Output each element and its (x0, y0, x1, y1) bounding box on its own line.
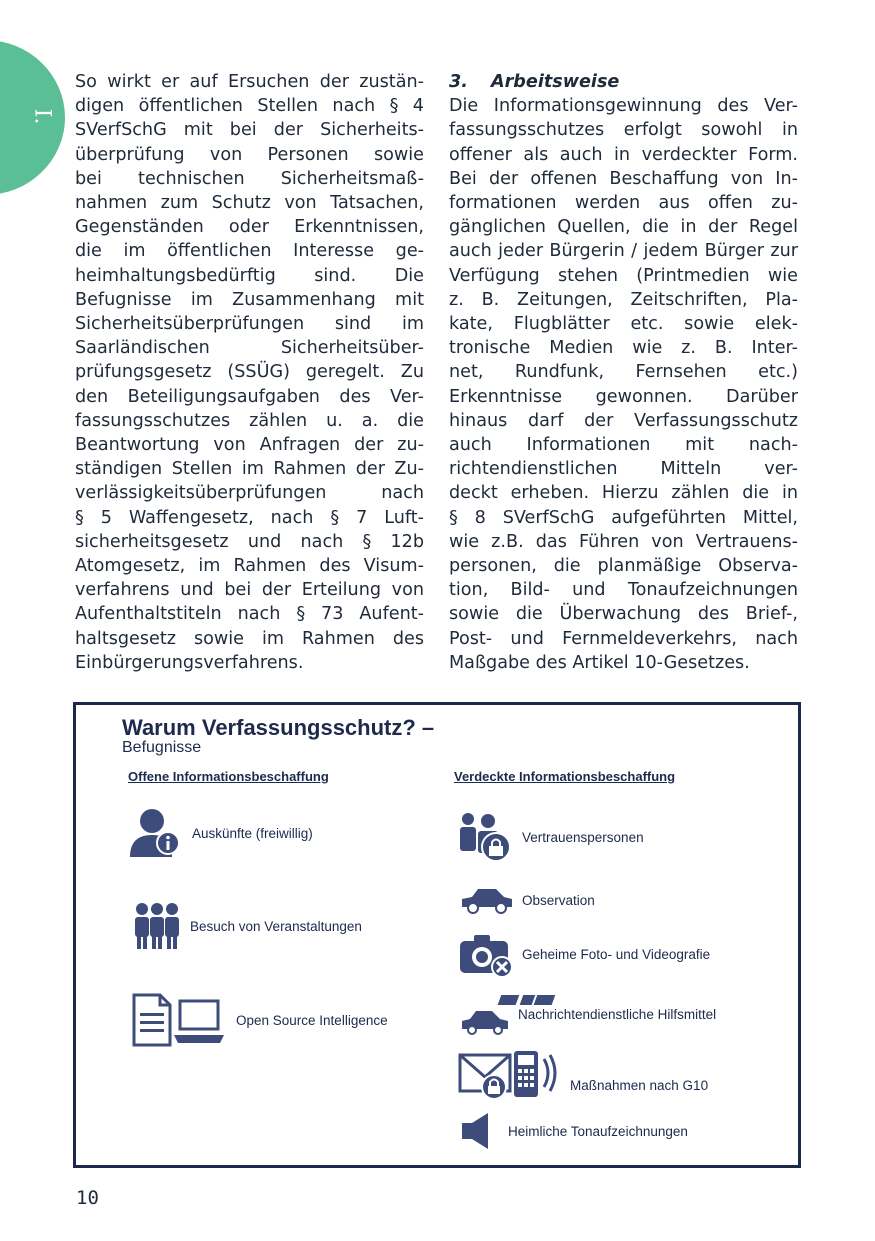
item-label: Heimliche Tonaufzeichnungen (508, 1123, 688, 1139)
item-label: Nachrichtendienstliche Hilfsmittel (518, 1006, 717, 1022)
text-line: nahmen zum Schutz von Tatsachen, (75, 193, 424, 214)
text-line: prüfungsgesetz (SSÜG) geregelt. Zu (75, 362, 424, 383)
text-line: § 5 Waffengesetz, nach § 7 Luft- (75, 507, 424, 528)
text-line: auch jeder Bürgerin / jedem Bürger zur (449, 241, 798, 262)
text-line: Verfügung stehen (Printmedien wie (449, 265, 798, 286)
text-line: kate, Flugblätter etc. sowie elek- (449, 314, 798, 335)
text-line: sicherheitsgesetz und nach § 12b (75, 531, 424, 552)
text-line: Bei der offenen Beschaffung von In- (449, 168, 798, 189)
open-info-heading: Offene Informationsbeschaffung (128, 769, 329, 784)
section-number: 3. (449, 72, 468, 92)
figure-subtitle: Befugnisse (122, 739, 202, 756)
camera-x-icon (458, 931, 514, 977)
car-icon (458, 885, 514, 915)
text-line: überprüfung von Personen sowie (75, 144, 424, 165)
text-line: § 8 SVerfSchG aufgeführten Mittel, (449, 507, 798, 528)
text-line: verlässigkeitsüberprüfungen nach (75, 483, 424, 504)
covert-info-heading: Verdeckte Informationsbeschaffung (454, 769, 676, 784)
text-line: sowie die Überwachung des Brief-, (449, 604, 798, 625)
item-auskuenfte (128, 807, 313, 859)
text-line: tronische Medien wie z. B. Inter- (449, 338, 798, 359)
text-line: hinaus darf der Verfassungsschutz (449, 410, 798, 431)
text-line: Atomgesetz, im Rahmen des Visum- (75, 556, 424, 577)
text-line: Beantwortung von Anfragen der zu- (75, 435, 424, 456)
document-laptop-icon (132, 993, 228, 1047)
text-line: SVerfSchG mit bei der Sicherheits- (75, 120, 424, 141)
text-line: auch Informationen mit nach- (449, 435, 798, 456)
text-line: net, Rundfunk, Fernsehen etc.) (449, 362, 798, 383)
item-label: Maßnahmen nach G10 (570, 1077, 709, 1093)
text-line: bei technischen Sicherheitsmaß- (75, 168, 424, 189)
item-label: Geheime Foto- und Videografie (522, 946, 711, 962)
item-osint (132, 993, 388, 1047)
text-line: ständigen Stellen im Rahmen der Zu- (75, 459, 424, 480)
text-line: fassungsschutzes erfolgt sowohl in (449, 120, 798, 141)
left-text-column (75, 70, 424, 675)
text-line: Einbürgerungsverfahrens. (75, 652, 304, 673)
text-line: haltsgesetz sowie im Rahmen des (75, 628, 424, 649)
person-info-icon (128, 807, 184, 859)
text-line: Die Informationsgewinnung des Ver- (449, 96, 798, 117)
text-line: richtendienstlichen Mitteln ver- (449, 459, 798, 480)
text-line: z. B. Zeitungen, Zeitschriften, Pla- (449, 289, 798, 310)
text-line: den Beteiligungsaufgaben des Ver- (75, 386, 424, 407)
right-column-body (449, 94, 798, 675)
item-label: Observation (522, 892, 595, 908)
text-line: Post- und Fernmeldeverkehrs, nach (449, 628, 798, 649)
text-line: digen öffentlichen Stellen nach § 4 (75, 96, 424, 117)
text-line: Befugnisse im Zusammenhang mit (75, 289, 424, 310)
text-line: Sicherheitsüberprüfungen sind im (75, 314, 424, 335)
befugnisse-figure (73, 702, 801, 1168)
text-line: Saarländischen Sicherheitsüber- (75, 338, 424, 359)
item-label: Besuch von Veranstaltungen (190, 918, 362, 934)
section-title: Arbeitsweise (491, 72, 620, 92)
item-g10 (458, 1049, 708, 1101)
item-veranstaltungen (132, 901, 362, 951)
group-icon (132, 901, 182, 951)
section-heading (449, 70, 798, 94)
text-line: Aufenthaltstiteln nach § 73 Aufent- (75, 604, 424, 625)
text-line: tion, Bild- und Tonaufzeichnungen (449, 580, 798, 601)
item-label: Vertrauenspersonen (522, 829, 644, 845)
text-line: fassungsschutzes zählen u. a. die (75, 410, 424, 431)
text-line: Gegenständen oder Erkenntnissen, (75, 217, 424, 238)
text-line: heimhaltungsbedürftig sind. Die (75, 265, 424, 286)
item-label: Open Source Intelligence (236, 1012, 388, 1028)
item-tonaufzeichnungen (460, 1111, 688, 1151)
speaker-icon (460, 1111, 500, 1151)
text-line: deckt erheben. Hierzu zählen die in (449, 483, 798, 504)
page-number: 10 (76, 1187, 99, 1209)
text-line: Erkenntnisse gewonnen. Darüber (449, 386, 798, 407)
text-line: gänglichen Quellen, die in der Regel (449, 217, 798, 238)
text-line: So wirkt er auf Ersuchen der zustän- (75, 72, 424, 92)
right-text-column (449, 70, 798, 675)
item-label: Auskünfte (freiwillig) (192, 825, 313, 841)
people-lock-icon (458, 811, 514, 863)
item-hilfsmittel (458, 993, 716, 1035)
text-line: formationen werden aus offen zu- (449, 193, 798, 214)
text-line: offener als auch in verdeckter Form. (449, 144, 798, 165)
mail-phone-lock-icon (458, 1049, 566, 1101)
item-vertrauenspersonen (458, 811, 644, 863)
item-observation (458, 885, 595, 915)
text-line: personen, die planmäßige Observa- (449, 556, 798, 577)
item-fotografie (458, 931, 710, 977)
figure-title: Warum Verfassungsschutz? – (122, 715, 435, 740)
text-line: die im öffentlichen Interesse ge- (75, 241, 424, 262)
text-line: verfahrens und bei der Erteilung von (75, 580, 424, 601)
chapter-tab-label: I. (29, 108, 55, 125)
text-line: Maßgabe des Artikel 10-Gesetzes. (449, 652, 750, 673)
text-line: wie z.B. das Führen von Vertrauens- (449, 531, 798, 552)
